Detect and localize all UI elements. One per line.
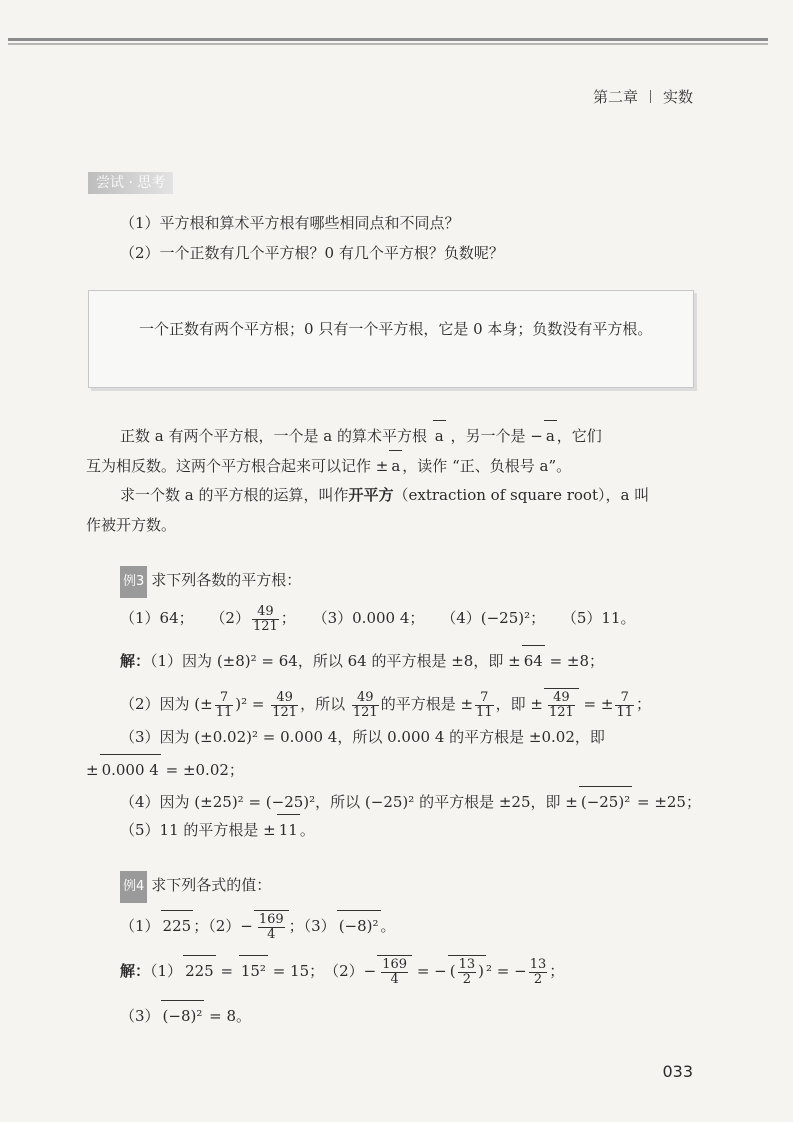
s2-f: = ± <box>578 695 614 713</box>
a2c: ² = − <box>486 962 527 980</box>
frac-den: 121 <box>272 704 298 720</box>
s4-b: = ±25； <box>632 793 701 811</box>
top-rule-secondary <box>8 43 768 45</box>
sqrt-225-b: 225 <box>183 955 216 986</box>
example-4-tag: 例4 <box>120 871 147 903</box>
sqrt-neg8sq-b: (−8)² <box>161 1000 205 1031</box>
a1b: = <box>215 962 238 980</box>
a1: （1） <box>150 962 183 980</box>
a1c: = 15； （2）− <box>267 962 377 980</box>
ex3-item-2-end: ； <box>280 609 296 627</box>
solution-label: 解： <box>120 652 151 670</box>
frac-den: 121 <box>352 704 378 720</box>
para1-text-e: ，读作 “正、负根号 a”。 <box>402 457 572 475</box>
s1-text: （1）因为 (±8)² = 64，所以 64 的平方根是 ±8，即 ± <box>150 652 521 670</box>
s5-b: 。 <box>299 821 315 839</box>
example-4-items <box>120 910 396 942</box>
para1-text-d: 互为相反数。这两个平方根合起来可以记作 ± <box>86 457 389 475</box>
frac-num: 7 <box>215 691 234 706</box>
ex3-solution-4 <box>120 786 701 817</box>
page-number: 033 <box>662 1062 693 1081</box>
frac-den: 11 <box>215 704 233 720</box>
q2: ；（2）− <box>193 917 253 935</box>
ex3-solution-3: （3）因为 (±0.02)² = 0.000 4，所以 0.000 4 的平方根是 ±0.02，即 <box>120 728 605 746</box>
sqrt-neg8sq: (−8)² <box>337 910 381 941</box>
frac-13-2-b <box>529 958 548 987</box>
s2-b: )² = <box>235 695 270 713</box>
sqrt-169-4-b <box>377 955 412 987</box>
frac-num: 13 <box>458 956 476 972</box>
ex3-item-1: （1）64； <box>120 609 194 627</box>
q3: ；（3） <box>288 917 336 935</box>
sqrt-169-4 <box>254 910 289 942</box>
frac-den: 121 <box>548 704 574 720</box>
frac-den: 121 <box>252 618 278 634</box>
solution-label-4: 解： <box>120 962 151 980</box>
a2e: ； <box>549 962 565 980</box>
s2-e: ，即 ± <box>495 695 543 713</box>
ex3-solution-1 <box>120 645 604 676</box>
sqrt-neg25sq: (−25)² <box>579 786 632 817</box>
s3-c: = ±0.02； <box>160 761 244 779</box>
ex3-item-5: （5）11。 <box>561 609 636 627</box>
frac-7-11 <box>215 691 234 720</box>
sqrt-frac <box>544 688 579 720</box>
frac-169-4-b <box>381 958 408 987</box>
example-4-title: 求下列各式的值： <box>151 876 272 894</box>
s1-end: = ±8； <box>544 652 605 670</box>
frac-169-4 <box>258 913 285 942</box>
frac-den: 4 <box>267 926 276 942</box>
frac-49-121 <box>252 605 279 634</box>
example-4-heading <box>120 870 271 903</box>
ex4-solution-line-1 <box>120 955 564 987</box>
frac-num: 169 <box>258 911 284 927</box>
frac-num: 13 <box>529 956 547 972</box>
frac-7-11-c <box>615 691 634 720</box>
frac-den: 4 <box>390 971 399 987</box>
frac-den: 11 <box>476 704 493 720</box>
sqrt-13-2-sq: ( $\frac{13}{2}$ ) <box>449 956 485 987</box>
para2-text-a: 求一个数 a 的平方根的运算，叫作 <box>120 486 349 504</box>
try-think-tag: 尝试 · 思考 <box>88 172 173 194</box>
sqrt-15sq: 15² <box>239 955 268 986</box>
frac-7-11-b <box>475 691 494 720</box>
s2-c: ，所以 <box>300 695 350 713</box>
para1-text-b: ，另一个是 − <box>450 427 543 445</box>
a2b: = − <box>412 962 447 980</box>
a3b: = 8。 <box>204 1007 252 1025</box>
para1-text-c: ，它们 <box>556 427 602 445</box>
sqrt-11: 11 <box>277 814 300 845</box>
frac-num: 49 <box>548 691 575 706</box>
a3: （3） <box>120 1007 160 1025</box>
q1: （1） <box>120 917 160 935</box>
ex4-solution-line-2 <box>120 1000 251 1031</box>
running-header <box>593 86 693 107</box>
frac-den: 2 <box>462 971 472 987</box>
summary-box <box>88 290 694 388</box>
s5-a: （5）11 的平方根是 ± <box>120 821 276 839</box>
paragraph-2-line-2: 作被开方数。 <box>86 516 177 534</box>
s2-d: 的平方根是 ± <box>380 695 474 713</box>
q3-end: 。 <box>380 917 396 935</box>
frac-num: 49 <box>271 691 298 706</box>
frac-num: 49 <box>252 605 279 620</box>
frac-13-2 <box>458 958 477 987</box>
term-extraction: 开平方 <box>348 486 394 504</box>
ex3-solution-2 <box>120 688 651 720</box>
paragraph-1-line-1 <box>120 420 602 451</box>
para2-text-b: （extraction of square root），a 叫 <box>393 486 650 504</box>
sqrt-64: 64 <box>522 645 545 676</box>
ex3-item-2: （2） <box>210 609 250 627</box>
s4-a: （4）因为 (±25)² = (−25)²，所以 (−25)² 的平方根是 ±25，即 ± <box>120 793 578 811</box>
sqrt-a-3: a <box>389 450 402 481</box>
sqrt-00004: 0.000 4 <box>100 754 161 785</box>
sqrt-a: a <box>433 420 446 451</box>
para1-text-a: 正数 a 有两个平方根，一个是 a 的算术平方根 <box>120 427 427 445</box>
example-3-heading <box>120 565 301 598</box>
section-label: 实数 <box>662 88 693 106</box>
header-divider <box>650 90 651 103</box>
frac-49-121-c <box>352 691 379 720</box>
chapter-label: 第二章 <box>592 88 638 106</box>
top-rule <box>8 38 768 41</box>
ex3-item-3: （3）0.000 4； <box>312 609 425 627</box>
paragraph-1-line-2 <box>86 450 571 481</box>
frac-num: 169 <box>382 956 408 972</box>
s2-g: ； <box>636 695 652 713</box>
question-2: （2）一个正数有几个平方根？0 有几个平方根？负数呢？ <box>120 244 504 262</box>
frac-den: 2 <box>533 971 543 987</box>
sqrt-a-2: a <box>544 420 557 451</box>
frac-49-121-b <box>271 691 298 720</box>
frac-num: 7 <box>615 691 634 706</box>
ex3-solution-3-cont <box>86 754 244 785</box>
summary-text: 一个正数有两个平方根；0 只有一个平方根，它是 0 本身；负数没有平方根。 <box>139 320 653 338</box>
example-3-title: 求下列各数的平方根： <box>151 571 302 589</box>
ex3-item-4: （4）(−25)²； <box>441 609 546 627</box>
ex3-solution-5 <box>120 814 315 845</box>
sqrt-225: 225 <box>161 910 194 941</box>
s2-a: （2）因为 (± <box>120 695 213 713</box>
frac-49-121-d <box>548 691 575 720</box>
example-3-tag: 例3 <box>120 566 147 598</box>
frac-num: 49 <box>352 691 379 706</box>
frac-den: 11 <box>616 704 633 720</box>
paragraph-2-line-1 <box>120 480 649 510</box>
s3-b: ± <box>86 761 99 779</box>
question-1: （1）平方根和算术平方根有哪些相同点和不同点？ <box>120 214 460 232</box>
example-3-items <box>120 603 636 634</box>
frac-num: 7 <box>475 691 494 706</box>
